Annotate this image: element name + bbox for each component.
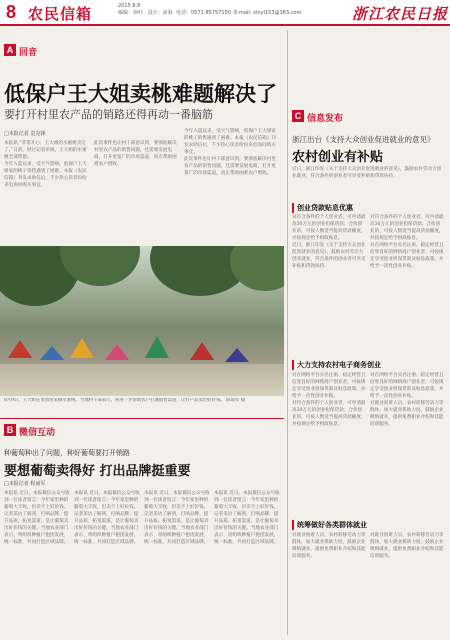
editor-credit: 编辑：俞叶 · 设计：俞海 <box>118 10 173 16</box>
article-paragraph: 对就业困难人员、农村转移劳动力等群体，加大就业援助力度，鼓励企业吸纳就业，提供免费职业介绍和技能培训服务。 <box>370 401 444 427</box>
article-paragraph: 对就业困难人员、农村转移劳动力等群体，加大就业援助力度，鼓励企业吸纳就业，提供免费职业介绍和技能培训服务。 <box>292 533 366 559</box>
kicker-c: 浙江出台《支持大众创业促进就业的意见》 <box>292 135 435 144</box>
tent-shape <box>8 340 32 358</box>
article-paragraph: 对在网络平台实名注册、稳定经营且信誉良好的网络商户创业者，可按规定享受创业担保贷款及贴息政策，并给予一次性创业补贴。 <box>370 243 444 269</box>
section-label-a: 回音 <box>19 48 38 58</box>
tent-shape <box>145 336 169 358</box>
article-column <box>4 140 90 240</box>
article-column <box>4 490 70 634</box>
tent-shape <box>190 342 214 360</box>
column-divider <box>287 30 288 635</box>
headline-c: 农村创业有补贴 <box>292 150 384 165</box>
section-label-b: 微信互动 <box>19 428 56 438</box>
article-paragraph: 本报讯 近日，本报微信公众号收到一位读者留言：今年家里种的葡萄大丰收，但卖不上好价钱。记者采访了解到，打响品牌、提升品质、拓宽渠道，是让葡萄卖出好价钱的关键。当地农业部门表示，将组织种植户抱团发展，统一标准，共同打造区域品牌。 <box>4 491 70 545</box>
subheadline-a: 要打开村里农产品的销路还得再动一番脑筋 <box>4 108 213 121</box>
photo-caption <box>4 398 280 412</box>
tree-shape <box>230 246 284 291</box>
article-column <box>292 532 366 634</box>
article-column <box>292 372 366 512</box>
ground <box>0 364 284 396</box>
article-paragraph: 此次事件也让村干部意识到，要彻底解决村里农产品的销售问题，还需要发展电商，打开更宽广的市场渠道，真正帮助困难农户增收。 <box>184 157 276 176</box>
article-paragraph: 今年入夏以来，受天气影响，低保户王大姐家的桃子销售遇到了困难。本报《农民信箱》刊发求助信后，不少热心读者纷纷来电询问购买事宜。 <box>4 162 87 188</box>
news-photo <box>0 246 284 396</box>
subhead-3: 统筹做好各类群体就业 <box>292 520 367 530</box>
article-paragraph: 对在网络平台实名注册、稳定经营且信誉良好的网络商户创业者，可按规定享受创业担保贷款及贴息政策，并给予一次性创业补贴。 <box>370 373 444 399</box>
photo-credit: 陈海军 摄 <box>226 398 246 403</box>
subhead-1: 创业贷款贴息优惠 <box>292 203 353 213</box>
article-paragraph: 近日，浙江印发《关于支持大众创业促进就业的意见》，鼓励农村劳动力创业就业，符合条件的创业者可享受补贴和贷款扶持。 <box>292 167 442 179</box>
subhead-2: 大力支持农村电子商务创业 <box>292 360 381 370</box>
article-column <box>144 490 210 634</box>
divider <box>0 418 284 419</box>
article-column <box>370 532 444 634</box>
caption-text: 8月9日，王大姐在果园里采摘水蜜桃。当地村干部表示，将进一步帮助农户打通销售渠道，让好产品卖出好价钱。 <box>4 398 225 403</box>
article-column <box>74 490 140 634</box>
article-paragraph: 此次事件也让村干部意识到，要彻底解决村里农产品的销售问题，还需要发展电商，打开更宽广的市场渠道，真正帮助困难农户增收。 <box>94 141 177 167</box>
newspaper-logo: 浙江农民日报 <box>352 5 449 23</box>
headline-a: 低保户王大姐卖桃难题解决了 <box>4 82 277 106</box>
section-tag-a: A <box>4 44 16 56</box>
article-column <box>292 214 366 354</box>
section-tag-c: C <box>292 110 304 122</box>
section-label-c: 信息发布 <box>307 114 344 124</box>
masthead-meta <box>118 3 301 17</box>
headline-b: 要想葡萄卖得好 打出品牌挺重要 <box>4 464 191 479</box>
article-column <box>370 372 444 512</box>
article-column <box>214 490 280 634</box>
article-paragraph: 对符合条件的个人创业者，可申请最高30万元的创业担保贷款；合伙创业的，可按人数适当提高贷款额度，并按规定给予财政贴息。 <box>370 215 444 241</box>
section-title: 农民信箱 <box>28 5 93 23</box>
article-paragraph: 本报讯 “非常开心，王大姐的水蜜桃卖完了。”日前，经过记者牵线，王大姐的水蜜桃全部售罄。 <box>4 141 87 160</box>
article-paragraph: 对符合条件的个人创业者，可申请最高30万元的创业担保贷款；合伙创业的，可按人数适当提高贷款额度，并按规定给予财政贴息。 <box>292 215 366 241</box>
article-column <box>184 128 280 240</box>
page-number: 8 <box>6 2 17 22</box>
tent-shape <box>225 348 249 362</box>
article-paragraph: 今年入夏以来，受天气影响，低保户王大姐家的桃子销售遇到了困难。本报《农民信箱》刊发求助信后，不少热心读者纷纷来电询问购买事宜。 <box>184 129 276 155</box>
article-paragraph: 对就业困难人员、农村转移劳动力等群体，加大就业援助力度，鼓励企业吸纳就业，提供免费职业介绍和技能培训服务。 <box>370 533 444 559</box>
tent-shape <box>40 346 64 360</box>
article-paragraph: 本报讯 近日，本报微信公众号收到一位读者留言：今年家里种的葡萄大丰收，但卖不上好价钱。记者采访了解到，打响品牌、提升品质、拓宽渠道，是让葡萄卖出好价钱的关键。当地农业部门表示，将组织种植户抱团发展，统一标准，共同打造区域品牌。 <box>214 491 280 545</box>
article-paragraph: 本报讯 近日，本报微信公众号收到一位读者留言：今年家里种的葡萄大丰收，但卖不上好价钱。记者采访了解到，打响品牌、提升品质、拓宽渠道，是让葡萄卖出好价钱的关键。当地农业部门表示，将组织种植户抱团发展，统一标准，共同打造区域品牌。 <box>144 491 210 545</box>
article-paragraph: 本报讯 近日，本报微信公众号收到一位读者留言：今年家里种的葡萄大丰收，但卖不上好价钱。记者采访了解到，打响品牌、提升品质、拓宽渠道，是让葡萄卖出好价钱的关键。当地农业部门表示，将组织种植户抱团发展，统一标准，共同打造区域品牌。 <box>74 491 140 545</box>
phone: 电话：0571-85757150 <box>175 10 231 16</box>
tent-shape <box>105 344 129 360</box>
email: E-mail: xinyi153@163.com <box>234 10 302 16</box>
byline-b: □本报记者 程丽军 <box>4 481 46 487</box>
issue-date: 2015.8.8 <box>118 3 141 9</box>
tent-shape <box>70 338 94 358</box>
kicker-b: 种葡萄种出了问题，种好葡萄要打开销路 <box>4 449 130 457</box>
intro-c <box>292 166 444 198</box>
article-paragraph: 近日，浙江印发《关于支持大众创业促进就业的意见》，鼓励农村劳动力创业就业，符合条件的创业者可享受补贴和贷款扶持。 <box>292 243 366 269</box>
article-paragraph: 对符合条件的个人创业者，可申请最高30万元的创业担保贷款；合伙创业的，可按人数适当提高贷款额度，并按规定给予财政贴息。 <box>292 401 366 427</box>
section-tag-b: B <box>4 424 16 436</box>
byline-a: □本报记者 袁克锋 <box>4 131 46 137</box>
article-paragraph: 对在网络平台实名注册、稳定经营且信誉良好的网络商户创业者，可按规定享受创业担保贷款及贴息政策，并给予一次性创业补贴。 <box>292 373 366 399</box>
article-column <box>94 140 180 240</box>
article-column <box>370 214 444 354</box>
